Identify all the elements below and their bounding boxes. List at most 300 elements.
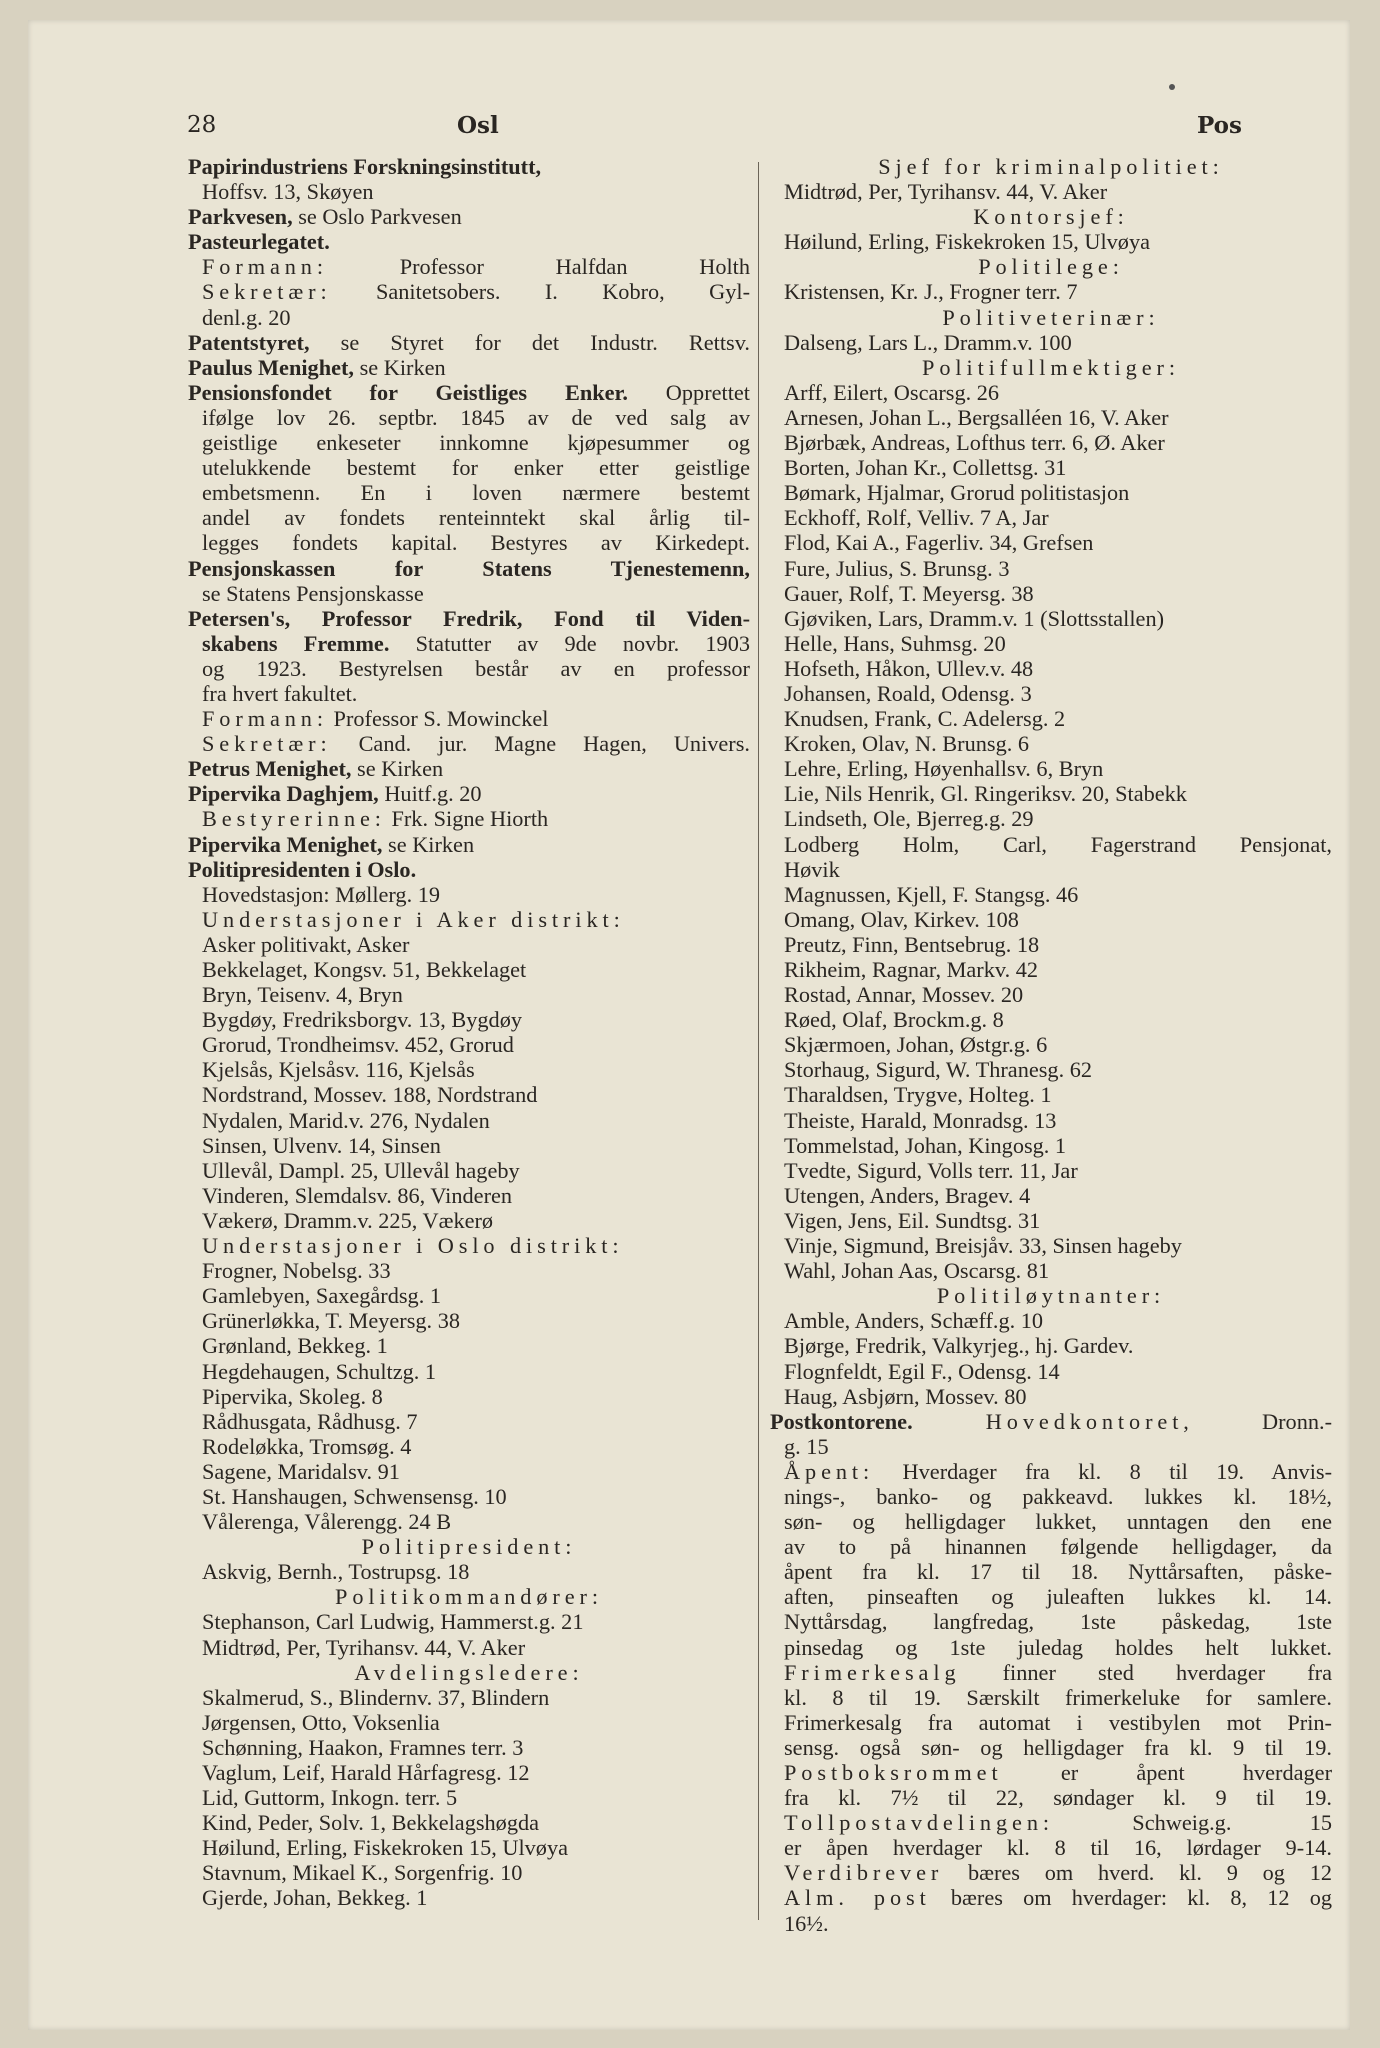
entry-line (770, 1108, 1332, 1133)
entry-line (770, 1359, 1332, 1384)
entry-text: Kroken, Olav, N. Brunsg. 6 (784, 731, 1030, 757)
entry-line (188, 1032, 750, 1057)
entry-heading: Petersen's, Professor Fredrik, Fond til Viden- (188, 605, 750, 631)
entry-text: pinsedag og 1ste juledag holdes helt lukket. (784, 1634, 1332, 1660)
entry-text: søn- og helligdager lukket, unntagen den ene (784, 1509, 1332, 1535)
entry-text: Knudsen, Frank, C. Adelersg. 2 (784, 706, 1066, 732)
entry-line (770, 1835, 1332, 1860)
entry-text: Arnesen, Johan L., Bergsalléen 16, V. Aker (784, 404, 1169, 430)
entry-text: Omang, Olav, Kirkev. 108 (784, 906, 1019, 932)
entry-line (188, 982, 750, 1007)
entry-text: Flod, Kai A., Fagerliv. 34, Grefsen (784, 530, 1094, 556)
entry-text: Amble, Anders, Schæff.g. 10 (784, 1308, 1044, 1334)
spaced-label: Kontorsjef: (973, 204, 1129, 230)
entry-line (770, 1785, 1332, 1810)
entry-text: Bjørbæk, Andreas, Lofthus terr. 6, Ø. Aker (784, 430, 1165, 456)
entry-line (770, 681, 1332, 706)
entry-line (188, 1133, 750, 1158)
entry-text: Arff, Eilert, Oscarsg. 26 (784, 379, 1000, 405)
entry-text: Pipervika, Skoleg. 8 (202, 1383, 383, 1409)
entry-line (770, 1760, 1332, 1785)
column-divider (758, 162, 759, 1920)
entry-text: Frogner, Nobelsg. 33 (202, 1258, 391, 1284)
right-guide-word: Pos (1197, 112, 1242, 139)
entry-line (188, 1760, 750, 1785)
entry-text: se Kirken (351, 756, 444, 782)
entry-line (770, 1384, 1332, 1409)
entry-line (770, 455, 1332, 480)
entry-line (188, 1409, 750, 1434)
entry-text: Bømark, Hjalmar, Grorud politistasjon (784, 480, 1130, 506)
entry-line (770, 1333, 1332, 1358)
entry-text: Sanitetsobers. I. Kobro, Gyl- (331, 279, 750, 305)
entry-text: Sagene, Maridalsv. 91 (202, 1458, 400, 1484)
entry-line (770, 1609, 1332, 1634)
spaced-label: Politiveterinær: (942, 304, 1160, 330)
entry-text: Hverdager fra kl. 8 til 19. Anvis- (874, 1458, 1332, 1484)
entry-line (188, 530, 750, 555)
entry-line (188, 1660, 750, 1685)
left-column (188, 154, 750, 1911)
entry-text: Frimerkesalg fra automat i vestibylen mot Prin- (784, 1709, 1332, 1735)
entry-text: Schweig.g. 15 (1054, 1810, 1332, 1836)
entry-text: St. Hanshaugen, Schwensensg. 10 (202, 1483, 507, 1509)
entry-line (770, 1710, 1332, 1735)
entry-line (770, 1635, 1332, 1660)
entry-text: Eckhoff, Rolf, Velliv. 7 A, Jar (784, 505, 1049, 531)
entry-line (770, 882, 1332, 907)
spaced-label: Avdelingsledere: (354, 1659, 584, 1685)
entry-text: Bjørge, Fredrik, Valkyrjeg., hj. Gardev. (784, 1333, 1134, 1359)
entry-text: Vålerenga, Vålerengg. 24 B (202, 1509, 452, 1535)
entry-line (188, 1057, 750, 1082)
entry-line (770, 1484, 1332, 1509)
entry-line (770, 1007, 1332, 1032)
entry-text: Lodberg Holm, Carl, Fagerstrand Pensjonat, (784, 831, 1332, 857)
entry-text: Bryn, Teisenv. 4, Bryn (202, 982, 403, 1008)
entry-line (770, 832, 1332, 857)
entry-line (770, 480, 1332, 505)
entry-text: er åpen hverdager kl. 8 til 16, lørdager 9-14. (784, 1835, 1332, 1861)
entry-text: Lie, Nils Henrik, Gl. Ringeriksv. 20, Stabekk (784, 781, 1187, 807)
entry-text: Rådhusgata, Rådhusg. 7 (202, 1408, 418, 1434)
entry-text: Askvig, Bernh., Tostrupsg. 18 (202, 1559, 470, 1585)
entry-text: g. 15 (784, 1433, 829, 1459)
entry-heading: Petrus Menighet, (188, 756, 352, 782)
entry-line (770, 781, 1332, 806)
entry-text: Fure, Julius, S. Brunsg. 3 (784, 555, 1010, 581)
entry-line (188, 1885, 750, 1910)
entry-text: er åpent hverdager (1002, 1760, 1332, 1785)
entry-line (770, 505, 1332, 530)
spaced-label: Tollpostavdelingen: (784, 1810, 1054, 1836)
entry-text: Tharaldsen, Trygve, Holteg. 1 (784, 1082, 1052, 1108)
entry-heading: Pasteurlegatet. (188, 229, 330, 255)
entry-text: Vækerø, Dramm.v. 225, Vækerø (202, 1207, 494, 1233)
spaced-label: Politipresident: (361, 1534, 577, 1560)
entry-text: Haug, Asbjørn, Mossev. 80 (784, 1383, 1027, 1409)
entry-text: Høilund, Erling, Fiskekroken 15, Ulvøya (784, 229, 1151, 255)
entry-heading: Papirindustriens Forskningsinstitutt, (188, 154, 542, 179)
entry-line (770, 1885, 1332, 1910)
entry-text: fra hvert fakultet. (202, 680, 358, 706)
entry-line (770, 279, 1332, 304)
entry-text: Magnussen, Kjell, F. Stangsg. 46 (784, 881, 1079, 907)
entry-line (188, 480, 750, 505)
entry-text: Nyttårsdag, langfredag, 1ste påskedag, 1ste (784, 1609, 1332, 1635)
entry-line (188, 756, 750, 781)
entry-line (188, 1810, 750, 1835)
spaced-label: Formann: (202, 706, 328, 732)
entry-line (770, 1057, 1332, 1082)
entry-text: Professor Halfdan Holth (327, 254, 750, 280)
entry-line (188, 1158, 750, 1183)
entry-text: Theiste, Harald, Monradsg. 13 (784, 1107, 1057, 1133)
entry-line (770, 1735, 1332, 1760)
spaced-label: Bestyrerinne: (202, 806, 386, 832)
entry-line (188, 1609, 750, 1634)
right-column (770, 154, 1332, 1936)
entry-line (188, 1007, 750, 1032)
entry-line (770, 1509, 1332, 1534)
entry-heading: Politipresidenten i Oslo. (188, 856, 417, 882)
entry-text: bæres om hverdager: kl. 8, 12 og (930, 1885, 1332, 1911)
spaced-label: Politilege: (978, 254, 1124, 280)
entry-text: Gjøviken, Lars, Dramm.v. 1 (Slottsstallen) (784, 605, 1165, 631)
entry-text: se Kirken (354, 354, 446, 380)
entry-text: Vinje, Sigmund, Breisjåv. 33, Sinsen hageby (784, 1233, 1182, 1259)
entry-text: fra kl. 7½ til 22, søndager kl. 9 til 19. (784, 1785, 1332, 1811)
entry-line (770, 330, 1332, 355)
entry-text: se Kirken (382, 831, 475, 857)
entry-line (188, 204, 750, 229)
entry-text: Hegdehaugen, Schultzg. 1 (202, 1358, 437, 1384)
spaced-label: Understasjoner i Oslo distrikt: (202, 1233, 624, 1259)
entry-heading: Postkontorene. (770, 1408, 913, 1434)
entry-text: andel av fondets renteinntekt skal årlig til- (202, 505, 750, 531)
entry-line (188, 254, 750, 279)
spaced-label: Sjef for kriminalpolitiet: (878, 154, 1224, 179)
entry-line (770, 179, 1332, 204)
entry-line (770, 1685, 1332, 1710)
entry-line (188, 1082, 750, 1107)
entry-line (188, 1835, 750, 1860)
entry-line (770, 1434, 1332, 1459)
entry-line (188, 455, 750, 480)
entry-line (770, 1860, 1332, 1885)
entry-line (188, 832, 750, 857)
spaced-label: Frimerkesalg (784, 1659, 961, 1685)
entry-text: Rodeløkka, Tromsøg. 4 (202, 1433, 412, 1459)
entry-line (770, 1258, 1332, 1283)
entry-line (770, 1308, 1332, 1333)
entry-line (188, 806, 750, 831)
entry-text: Helle, Hans, Suhmsg. 20 (784, 630, 1006, 656)
entry-text: Huitf.g. 20 (378, 781, 482, 807)
entry-line (770, 1032, 1332, 1057)
entry-line (770, 556, 1332, 581)
entry-text: Asker politivakt, Asker (202, 931, 410, 957)
entry-line (770, 405, 1332, 430)
entry-text: Opprettet (627, 379, 750, 405)
entry-line (770, 907, 1332, 932)
entry-line (188, 1534, 750, 1559)
entry-text: Skalmerud, S., Blindernv. 37, Blindern (202, 1684, 550, 1710)
entry-line (188, 1208, 750, 1233)
entry-line (770, 154, 1332, 179)
entry-line (770, 706, 1332, 731)
entry-text: Storhaug, Sigurd, W. Thranesg. 62 (784, 1057, 1093, 1083)
entry-text: Cand. jur. Magne Hagen, Univers. (331, 731, 750, 757)
entry-text: Hofseth, Håkon, Ullev.v. 48 (784, 655, 1034, 681)
spaced-label: Formann: (202, 254, 328, 280)
page-number: 28 (187, 112, 217, 138)
entry-text: Dronn.- (1193, 1408, 1332, 1434)
entry-text: Johansen, Roald, Odensg. 3 (784, 680, 1032, 706)
entry-line (188, 1710, 750, 1735)
entry-text: Kristensen, Kr. J., Frogner terr. 7 (784, 279, 1078, 305)
entry-line (770, 430, 1332, 455)
entry-line (188, 1384, 750, 1409)
entry-line (188, 581, 750, 606)
entry-text: finner sted hverdager fra (960, 1659, 1332, 1685)
entry-text: 16½. (784, 1910, 829, 1936)
entry-text: ifølge lov 26. septbr. 1845 av de ved salg av (202, 404, 750, 430)
entry-line (770, 1158, 1332, 1183)
entry-text: Professor S. Mowinckel (327, 706, 549, 732)
entry-line (770, 581, 1332, 606)
entry-line (770, 380, 1332, 405)
spaced-label: Sekretær: (202, 731, 332, 757)
entry-line (188, 154, 750, 179)
entry-text: Kind, Peder, Solv. 1, Bekkelagshøgda (202, 1810, 540, 1836)
entry-text: Grorud, Trondheimsv. 452, Grorud (202, 1032, 514, 1058)
entry-text: og 1923. Bestyrelsen består av en professor (202, 655, 750, 681)
entry-line (770, 1660, 1332, 1685)
entry-line (188, 606, 750, 631)
entry-line (770, 982, 1332, 1007)
entry-line (770, 305, 1332, 330)
entry-text: Ullevål, Dampl. 25, Ullevål hageby (202, 1157, 520, 1183)
entry-line (188, 1434, 750, 1459)
entry-text: Vigen, Jens, Eil. Sundtsg. 31 (784, 1207, 1041, 1233)
entry-text: Vaglum, Leif, Harald Hårfagresg. 12 (202, 1760, 530, 1785)
entry-heading: Pipervika Daghjem, (188, 781, 379, 807)
entry-text: Bygdøy, Fredriksborgv. 13, Bygdøy (202, 1007, 523, 1033)
entry-text: Midtrød, Per, Tyrihansv. 44, V. Aker (202, 1634, 526, 1660)
entry-text: denl.g. 20 (202, 304, 291, 330)
entry-line (188, 781, 750, 806)
entry-line (770, 1283, 1332, 1308)
entry-line (188, 279, 750, 304)
entry-text: nings-, banko- og pakkeavd. lukkes kl. 18½, (784, 1483, 1332, 1509)
entry-line (770, 1082, 1332, 1107)
entry-line (770, 1208, 1332, 1233)
entry-text: Lehre, Erling, Høyenhallsv. 6, Bryn (784, 756, 1104, 782)
entry-line (188, 1735, 750, 1760)
entry-line (770, 1183, 1332, 1208)
entry-line (188, 355, 750, 380)
entry-line (188, 556, 750, 581)
entry-text: Statutter av 9de novbr. 1903 (389, 630, 750, 656)
entry-text: Gamlebyen, Saxegårdsg. 1 (202, 1283, 442, 1309)
entry-line (188, 430, 750, 455)
entry-text: Høvik (784, 856, 840, 882)
spaced-label: Postboksrommet (784, 1760, 1003, 1785)
entry-line (770, 1584, 1332, 1609)
entry-text: Grønland, Bekkeg. 1 (202, 1333, 388, 1359)
entry-heading: Pensjonskassen for Statens Tjenestemenn, (188, 555, 750, 581)
entry-text: kl. 8 til 19. Særskilt frimerkeluke for samlere. (784, 1684, 1332, 1710)
entry-text: Tvedte, Sigurd, Volls terr. 11, Jar (784, 1157, 1078, 1183)
entry-line (770, 731, 1332, 756)
entry-line (770, 1534, 1332, 1559)
entry-line (188, 305, 750, 330)
entry-text: Sinsen, Ulvenv. 14, Sinsen (202, 1132, 441, 1158)
entry-line (770, 1233, 1332, 1258)
entry-line (188, 656, 750, 681)
entry-line (770, 932, 1332, 957)
entry-text: Grünerløkka, T. Meyersg. 38 (202, 1308, 461, 1334)
entry-line (770, 355, 1332, 380)
entry-text: Wahl, Johan Aas, Oscarsg. 81 (784, 1258, 1050, 1284)
entry-text: Preutz, Finn, Bentsebrug. 18 (784, 931, 1040, 957)
entry-line (770, 606, 1332, 631)
spaced-label: Politiløytnanter: (936, 1283, 1166, 1309)
entry-line (770, 229, 1332, 254)
entry-line (188, 1359, 750, 1384)
spaced-label: Politifullmektiger: (922, 354, 1180, 380)
spaced-label: Understasjoner i Aker distrikt: (202, 906, 625, 932)
spaced-label: Sekretær: (202, 279, 332, 305)
entry-line (770, 254, 1332, 279)
entry-text: Utengen, Anders, Bragev. 4 (784, 1182, 1031, 1208)
entry-line (188, 1785, 750, 1810)
entry-text: Høilund, Erling, Fiskekroken 15, Ulvøya (202, 1835, 569, 1861)
entry-line (188, 706, 750, 731)
entry-text: Hoffsv. 13, Skøyen (202, 179, 374, 205)
entry-line (770, 806, 1332, 831)
entry-heading: Patentstyret, (188, 329, 310, 355)
entry-line (770, 1911, 1332, 1936)
entry-line (188, 731, 750, 756)
entry-text: Røed, Olaf, Brockm.g. 8 (784, 1007, 1004, 1033)
entry-line (188, 1183, 750, 1208)
entry-text: Flognfeldt, Egil F., Odensg. 14 (784, 1358, 1060, 1384)
entry-text: Borten, Johan Kr., Collettsg. 31 (784, 455, 1067, 481)
entry-line (188, 1484, 750, 1509)
entry-text: aften, pinseaften og juleaften lukkes kl. 14. (784, 1584, 1332, 1610)
entry-line (188, 1333, 750, 1358)
entry-line (188, 1283, 750, 1308)
entry-line (188, 1860, 750, 1885)
entry-line (770, 1459, 1332, 1484)
entry-text: sensg. også søn- og helligdager fra kl. 9 til 19. (784, 1734, 1332, 1760)
entry-line (188, 1685, 750, 1710)
entry-line (770, 857, 1332, 882)
left-guide-word: Osl (457, 112, 499, 139)
entry-text: Skjærmoen, Johan, Østgr.g. 6 (784, 1032, 1048, 1058)
entry-text: Schønning, Haakon, Framnes terr. 3 (202, 1734, 524, 1760)
entry-line (770, 1409, 1332, 1434)
entry-heading: Parkvesen, (188, 204, 293, 230)
entry-text: Bekkelaget, Kongsv. 51, Bekkelaget (202, 957, 527, 982)
entry-line (188, 380, 750, 405)
entry-text: Lid, Guttorm, Inkogn. terr. 5 (202, 1785, 458, 1811)
entry-line (188, 405, 750, 430)
entry-text: embetsmenn. En i loven nærmere bestemt (202, 480, 750, 506)
entry-text: legges fondets kapital. Bestyres av Kirkedept. (202, 530, 750, 556)
entry-line (188, 857, 750, 882)
entry-line (770, 957, 1332, 982)
entry-line (188, 957, 750, 982)
spaced-label: Åpent: (784, 1458, 875, 1484)
entry-line (188, 229, 750, 254)
entry-heading: Pensionsfondet for Geistliges Enker. (188, 379, 628, 405)
entry-text: Stavnum, Mikael K., Sorgenfrig. 10 (202, 1860, 523, 1886)
entry-text: Frk. Signe Hiorth (385, 806, 549, 832)
spaced-label: Politikommandører: (335, 1584, 603, 1610)
entry-line (188, 1233, 750, 1258)
entry-text: bæres om hverd. kl. 9 og 12 (943, 1860, 1332, 1886)
entry-line (188, 1584, 750, 1609)
entry-line (188, 179, 750, 204)
entry-line (188, 681, 750, 706)
entry-text: Tommelstad, Johan, Kingosg. 1 (784, 1132, 1067, 1158)
entry-text: Midtrød, Per, Tyrihansv. 44, V. Aker (784, 179, 1108, 205)
entry-text: Rikheim, Ragnar, Markv. 42 (784, 957, 1039, 982)
entry-line (188, 932, 750, 957)
entry-text: se Oslo Parkvesen (292, 204, 462, 230)
entry-line (188, 907, 750, 932)
entry-text: Gauer, Rolf, T. Meyersg. 38 (784, 580, 1034, 606)
entry-line (188, 1108, 750, 1133)
entry-line (188, 1559, 750, 1584)
entry-line (188, 1509, 750, 1534)
spaced-label: Alm. post (784, 1885, 931, 1911)
spaced-label: Hovedkontoret, (912, 1408, 1194, 1434)
page-header (187, 112, 1337, 142)
entry-text: Dalseng, Lars L., Dramm.v. 100 (784, 329, 1072, 355)
entry-text: Vinderen, Slemdalsv. 86, Vinderen (202, 1182, 513, 1208)
entry-heading: skabens Fremme. (202, 630, 390, 656)
entry-text: Jørgensen, Otto, Voksenlia (202, 1709, 440, 1735)
entry-text: Rostad, Annar, Mossev. 20 (784, 982, 1024, 1008)
entry-line (188, 631, 750, 656)
entry-line (188, 882, 750, 907)
entry-heading: Pipervika Menighet, (188, 831, 383, 857)
entry-text: se Styret for det Industr. Rettsv. (309, 329, 750, 355)
entry-line (188, 1308, 750, 1333)
entry-line (770, 1810, 1332, 1835)
entry-line (188, 1258, 750, 1283)
ink-speck (1169, 84, 1175, 90)
entry-text: Nydalen, Marid.v. 276, Nydalen (202, 1107, 490, 1133)
entry-line (188, 505, 750, 530)
entry-text: geistlige enkeseter innkomne kjøpesummer og (202, 430, 750, 456)
entry-text: åpent fra kl. 17 til 18. Nyttårsaften, påske- (784, 1559, 1332, 1585)
entry-text: Hovedstasjon: Møllerg. 19 (202, 881, 441, 907)
spaced-label: Verdibrever (784, 1860, 944, 1886)
entry-text: av to på hinannen følgende helligdager, da (784, 1534, 1332, 1560)
entry-text: Stephanson, Carl Ludwig, Hammerst.g. 21 (202, 1609, 584, 1635)
entry-line (770, 656, 1332, 681)
entry-line (188, 330, 750, 355)
entry-line (188, 1459, 750, 1484)
entry-line (770, 1133, 1332, 1158)
entry-text: Kjelsås, Kjelsåsv. 116, Kjelsås (202, 1057, 475, 1083)
entry-line (770, 204, 1332, 229)
